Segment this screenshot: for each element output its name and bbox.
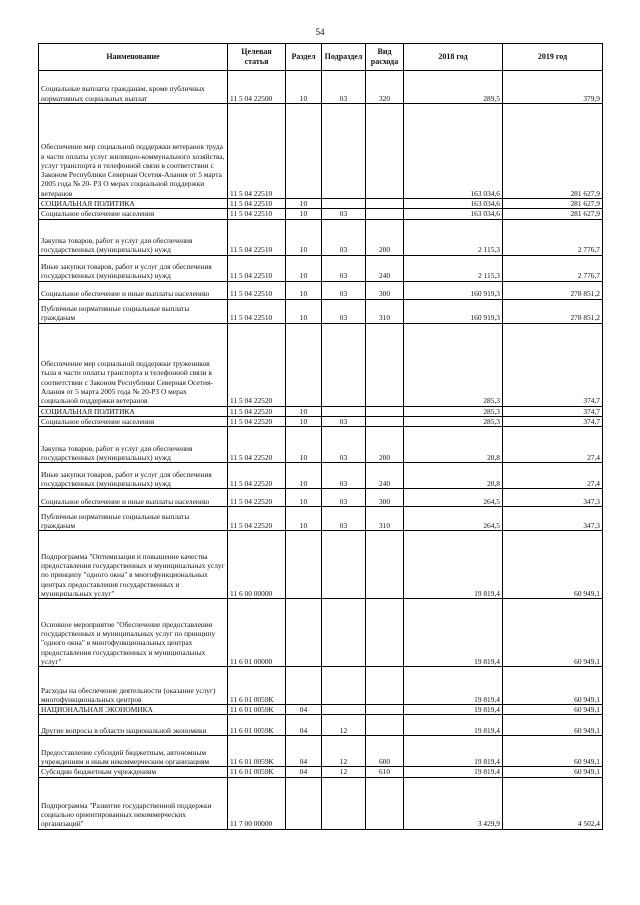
- row-amount-2018: 285,3: [404, 323, 503, 406]
- row-amount-2018: 160 919,3: [404, 281, 503, 299]
- row-amount-2018: 19 819,4: [404, 599, 503, 667]
- row-section: 04: [286, 767, 322, 777]
- row-target-article: 11 6 01 0059К: [228, 767, 286, 777]
- row-target-article: 11 5 04 22520: [228, 323, 286, 406]
- row-amount-2019: 27,4: [503, 427, 603, 463]
- row-name: Другие вопросы в области национальной экономики: [39, 715, 228, 736]
- row-expense-type: [366, 323, 404, 406]
- table-row: [39, 667, 603, 705]
- row-amount-2019: 379,9: [503, 71, 603, 104]
- row-amount-2019: 4 502,4: [503, 777, 603, 829]
- row-expense-type: 610: [366, 767, 404, 777]
- row-section: [286, 599, 322, 667]
- row-amount-2018: 160 919,3: [404, 299, 503, 323]
- row-amount-2018: 19 819,4: [404, 767, 503, 777]
- row-section: 10: [286, 209, 322, 219]
- row-amount-2019: 374,7: [503, 406, 603, 416]
- row-target-article: 11 7 00 00000: [228, 777, 286, 829]
- row-name: СОЦИАЛЬНАЯ ПОЛИТИКА: [39, 199, 228, 209]
- row-subsection: 12: [322, 715, 366, 736]
- row-amount-2019: 374,7: [503, 323, 603, 406]
- header-subsection: Подраздел: [322, 44, 366, 71]
- row-expense-type: 320: [366, 71, 404, 104]
- row-name: Основное мероприятие "Обеспечение предоставления государственных и муниципальных услуг по принципу "одного окна" в многофункциональных центрах предоставления государственных и муниципальных услуг": [39, 599, 228, 667]
- row-amount-2019: 281 627,9: [503, 209, 603, 219]
- header-target-article: Целевая статья: [228, 44, 286, 71]
- table-row: [39, 199, 603, 209]
- row-amount-2018: 19 819,4: [404, 705, 503, 715]
- row-target-article: 11 6 00 00000: [228, 531, 286, 599]
- table-row: [39, 705, 603, 715]
- row-subsection: 03: [322, 489, 366, 507]
- row-name: Обеспечение мер социальной поддержки ветеранов труда в части оплаты услуг жилищно-коммунального хозяйства, услуг транспорта и телефонной связи в соответствии с Законом Республики Северная Осетия-Алания от 5 марта 2005 года № 20- РЗ О мерах социальной поддержки ветеранов: [39, 104, 228, 199]
- row-subsection: [322, 199, 366, 209]
- table-header-row: [39, 44, 603, 71]
- row-name: Иные закупки товаров, работ и услуг для обеспечения государственных (муниципальных) нужд: [39, 255, 228, 281]
- table-row: [39, 299, 603, 323]
- row-section: 10: [286, 281, 322, 299]
- row-section: 10: [286, 427, 322, 463]
- row-section: [286, 777, 322, 829]
- table-row: [39, 736, 603, 767]
- row-expense-type: 300: [366, 489, 404, 507]
- row-name: СОЦИАЛЬНАЯ ПОЛИТИКА: [39, 406, 228, 416]
- row-expense-type: 240: [366, 255, 404, 281]
- row-section: [286, 323, 322, 406]
- row-expense-type: 310: [366, 299, 404, 323]
- row-amount-2018: 3 429,9: [404, 777, 503, 829]
- row-expense-type: [366, 104, 404, 199]
- table-row: [39, 531, 603, 599]
- row-amount-2019: 374,7: [503, 416, 603, 426]
- row-subsection: [322, 323, 366, 406]
- row-target-article: 11 5 04 22510: [228, 255, 286, 281]
- table-row: [39, 281, 603, 299]
- row-target-article: 11 5 04 22520: [228, 406, 286, 416]
- table-row: [39, 715, 603, 736]
- row-amount-2018: 285,3: [404, 406, 503, 416]
- row-section: [286, 667, 322, 705]
- row-target-article: 11 5 04 22520: [228, 463, 286, 489]
- row-amount-2018: 2 115,3: [404, 255, 503, 281]
- row-subsection: 03: [322, 299, 366, 323]
- row-subsection: [322, 104, 366, 199]
- row-subsection: [322, 777, 366, 829]
- row-amount-2019: 2 776,7: [503, 255, 603, 281]
- row-target-article: 11 5 04 22520: [228, 416, 286, 426]
- row-subsection: 03: [322, 416, 366, 426]
- row-name: Подпрограмма "Оптимизация и повышение качества предоставления государственных и муниципальных услуг по принципу "одного окна" в многофункциональных центрах предоставления государственных и муниципальных услуг": [39, 531, 228, 599]
- row-target-article: 11 6 01 00000: [228, 599, 286, 667]
- row-section: 10: [286, 416, 322, 426]
- table-row: [39, 323, 603, 406]
- row-subsection: [322, 667, 366, 705]
- row-amount-2019: 60 949,1: [503, 705, 603, 715]
- row-name: Расходы на обеспечение деятельности (оказание услуг) многофункциональных центров: [39, 667, 228, 705]
- row-expense-type: [366, 416, 404, 426]
- row-section: 10: [286, 299, 322, 323]
- row-expense-type: [366, 667, 404, 705]
- row-target-article: 11 5 04 22510: [228, 104, 286, 199]
- row-section: 10: [286, 406, 322, 416]
- header-name: Наименование: [39, 44, 228, 71]
- row-subsection: 03: [322, 71, 366, 104]
- row-subsection: [322, 705, 366, 715]
- row-subsection: 03: [322, 219, 366, 255]
- row-name: Закупка товаров, работ и услуг для обеспечения государственных (муниципальных) нужд: [39, 219, 228, 255]
- row-amount-2019: 60 949,1: [503, 599, 603, 667]
- row-amount-2019: 60 949,1: [503, 736, 603, 767]
- row-section: 04: [286, 736, 322, 767]
- header-expense-type: Вид расхода: [366, 44, 404, 71]
- table-row: [39, 71, 603, 104]
- row-expense-type: 310: [366, 507, 404, 531]
- row-name: Субсидии бюджетным учреждениям: [39, 767, 228, 777]
- table-row: [39, 767, 603, 777]
- row-name: Закупка товаров, работ и услуг для обеспечения государственных (муниципальных) нужд: [39, 427, 228, 463]
- row-target-article: 11 5 04 22500: [228, 71, 286, 104]
- row-subsection: 03: [322, 507, 366, 531]
- row-amount-2019: 60 949,1: [503, 531, 603, 599]
- row-section: [286, 104, 322, 199]
- table-row: [39, 104, 603, 199]
- row-amount-2018: 163 034,6: [404, 199, 503, 209]
- row-amount-2019: 2 776,7: [503, 219, 603, 255]
- row-subsection: 03: [322, 209, 366, 219]
- table-row: [39, 777, 603, 829]
- row-expense-type: [366, 531, 404, 599]
- row-section: 10: [286, 463, 322, 489]
- row-expense-type: [366, 599, 404, 667]
- row-subsection: [322, 599, 366, 667]
- row-expense-type: 600: [366, 736, 404, 767]
- row-subsection: 03: [322, 281, 366, 299]
- row-name: Социальное обеспечение и иные выплаты населению: [39, 281, 228, 299]
- row-section: 10: [286, 255, 322, 281]
- row-expense-type: [366, 777, 404, 829]
- row-target-article: 11 5 04 22510: [228, 281, 286, 299]
- row-subsection: 03: [322, 255, 366, 281]
- row-amount-2018: 19 819,4: [404, 531, 503, 599]
- row-target-article: 11 6 01 0059К: [228, 667, 286, 705]
- row-section: 10: [286, 71, 322, 104]
- row-subsection: 03: [322, 427, 366, 463]
- row-subsection: [322, 531, 366, 599]
- row-target-article: 11 5 04 22510: [228, 219, 286, 255]
- row-section: 10: [286, 219, 322, 255]
- table-row: [39, 255, 603, 281]
- row-section: 04: [286, 705, 322, 715]
- row-amount-2018: 20,8: [404, 427, 503, 463]
- row-name: Социальное обеспечение населения: [39, 209, 228, 219]
- budget-table: [38, 43, 603, 830]
- row-expense-type: [366, 209, 404, 219]
- row-target-article: 11 6 01 0059К: [228, 705, 286, 715]
- row-subsection: 12: [322, 767, 366, 777]
- row-expense-type: 240: [366, 463, 404, 489]
- row-amount-2018: 264,5: [404, 489, 503, 507]
- row-expense-type: 200: [366, 427, 404, 463]
- row-amount-2018: 285,3: [404, 416, 503, 426]
- row-amount-2018: 2 115,3: [404, 219, 503, 255]
- row-name: Иные закупки товаров, работ и услуг для обеспечения государственных (муниципальных) нужд: [39, 463, 228, 489]
- row-amount-2018: 163 034,6: [404, 209, 503, 219]
- table-row: [39, 507, 603, 531]
- table-row: [39, 219, 603, 255]
- row-amount-2019: 278 851,2: [503, 281, 603, 299]
- row-name: Обеспечение мер социальной поддержки тружеников тыла в части оплаты транспорта и телефонной связи в соответствии с Законом Республики Северная Осетия-Алания от 5 марта 2005 года № 20-РЗ О мерах социальной поддержки ветеранов: [39, 323, 228, 406]
- row-section: 10: [286, 507, 322, 531]
- row-name: Социальное обеспечение населения: [39, 416, 228, 426]
- table-row: [39, 427, 603, 463]
- row-amount-2018: 19 819,4: [404, 736, 503, 767]
- row-expense-type: [366, 199, 404, 209]
- row-name: Социальные выплаты гражданам, кроме публичных нормативных социальных выплат: [39, 71, 228, 104]
- row-target-article: 11 6 01 0059К: [228, 736, 286, 767]
- row-amount-2018: 20,8: [404, 463, 503, 489]
- row-amount-2018: 19 819,4: [404, 667, 503, 705]
- table-row: [39, 489, 603, 507]
- row-target-article: 11 5 04 22510: [228, 199, 286, 209]
- page-number: 54: [315, 27, 325, 37]
- row-amount-2019: 347,3: [503, 507, 603, 531]
- row-amount-2018: 163 034,6: [404, 104, 503, 199]
- row-expense-type: [366, 705, 404, 715]
- header-year-2018: 2018 год: [404, 44, 503, 71]
- row-name: НАЦИОНАЛЬНАЯ ЭКОНОМИКА: [39, 705, 228, 715]
- table-row: [39, 416, 603, 426]
- row-amount-2018: 19 819,4: [404, 715, 503, 736]
- row-amount-2019: 27,4: [503, 463, 603, 489]
- row-amount-2019: 281 627,9: [503, 104, 603, 199]
- row-target-article: 11 6 01 0059К: [228, 715, 286, 736]
- row-subsection: 03: [322, 463, 366, 489]
- row-section: 10: [286, 199, 322, 209]
- row-amount-2019: 60 949,1: [503, 667, 603, 705]
- row-subsection: 12: [322, 736, 366, 767]
- row-name: Предоставление субсидий бюджетным, автономным учреждениям и иным некоммерческим организациям: [39, 736, 228, 767]
- row-target-article: 11 5 04 22510: [228, 209, 286, 219]
- row-target-article: 11 5 04 22510: [228, 299, 286, 323]
- row-expense-type: 300: [366, 281, 404, 299]
- table-row: [39, 406, 603, 416]
- row-amount-2018: 289,5: [404, 71, 503, 104]
- row-target-article: 11 5 04 22520: [228, 427, 286, 463]
- row-amount-2019: 60 949,1: [503, 715, 603, 736]
- row-amount-2019: 281 627,9: [503, 199, 603, 209]
- row-expense-type: [366, 715, 404, 736]
- row-expense-type: [366, 406, 404, 416]
- row-name: Публичные нормативные социальные выплаты гражданам: [39, 299, 228, 323]
- table-row: [39, 209, 603, 219]
- header-year-2019: 2019 год: [503, 44, 603, 71]
- row-section: [286, 531, 322, 599]
- row-amount-2019: 347,3: [503, 489, 603, 507]
- row-amount-2018: 264,5: [404, 507, 503, 531]
- row-name: Подпрограмма "Развитие государственной поддержки социально ориентированных некоммерческих организаций": [39, 777, 228, 829]
- row-amount-2019: 278 851,2: [503, 299, 603, 323]
- header-section: Раздел: [286, 44, 322, 71]
- table-row: [39, 463, 603, 489]
- row-section: 10: [286, 489, 322, 507]
- row-subsection: [322, 406, 366, 416]
- row-amount-2019: 60 949,1: [503, 767, 603, 777]
- table-row: [39, 599, 603, 667]
- row-target-article: 11 5 04 22520: [228, 507, 286, 531]
- row-expense-type: 200: [366, 219, 404, 255]
- row-target-article: 11 5 04 22520: [228, 489, 286, 507]
- row-name: Социальное обеспечение и иные выплаты населению: [39, 489, 228, 507]
- row-name: Публичные нормативные социальные выплаты гражданам: [39, 507, 228, 531]
- row-section: 04: [286, 715, 322, 736]
- table-body: [39, 71, 603, 830]
